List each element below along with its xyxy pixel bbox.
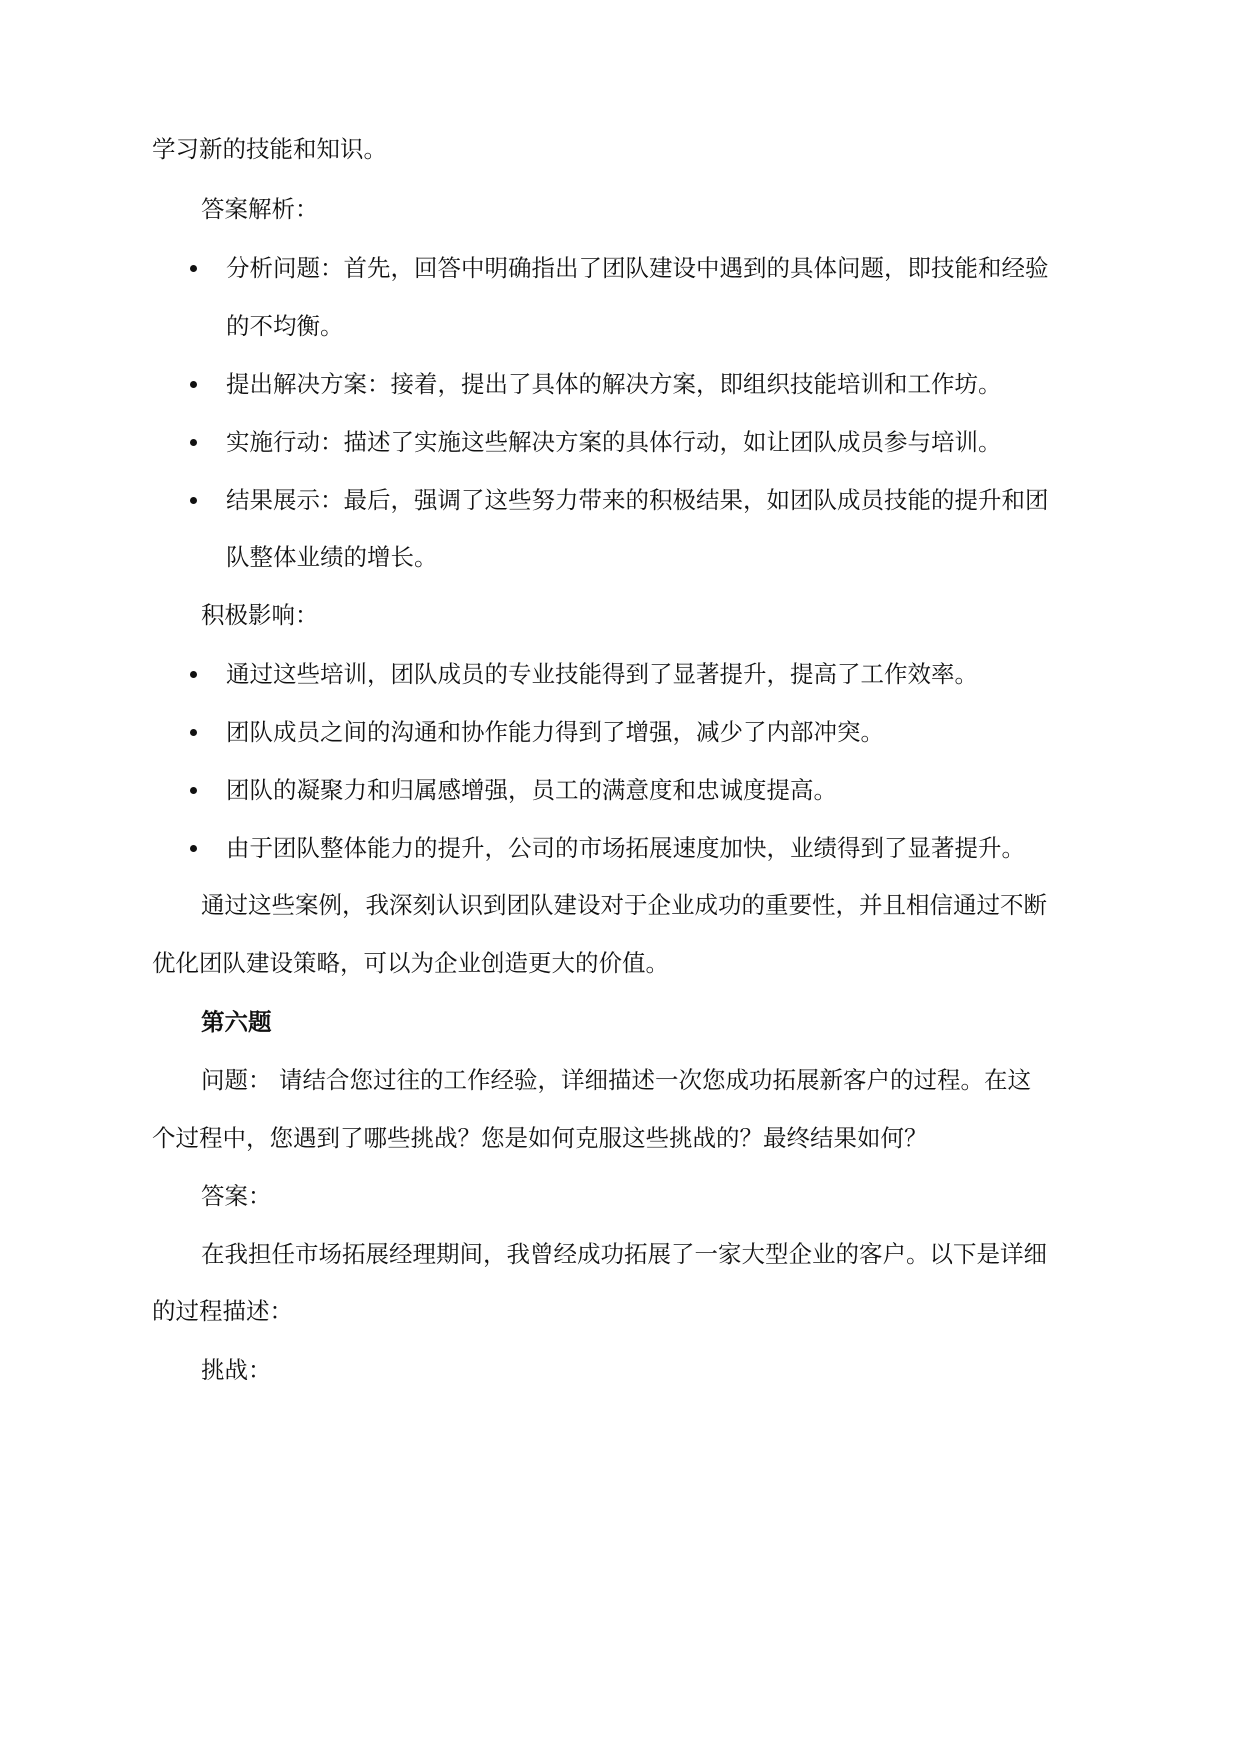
question-line-1: 问题： 请结合您过往的工作经验，详细描述一次您成功拓展新客户的过程。在这 bbox=[201, 1066, 1031, 1094]
bullet-icon bbox=[190, 265, 197, 272]
question-heading: 第六题 bbox=[201, 1008, 272, 1036]
bullet-icon bbox=[190, 381, 197, 388]
answer-line-1: 在我担任市场拓展经理期间，我曾经成功拓展了一家大型企业的客户。以下是详细 bbox=[201, 1240, 1047, 1268]
bullet-icon bbox=[190, 671, 197, 678]
positive-impact-label: 积极影响： bbox=[201, 601, 319, 629]
question-line-2: 个过程中，您遇到了哪些挑战？您是如何克服这些挑战的？最终结果如何？ bbox=[152, 1124, 928, 1152]
conclusion-line-1: 通过这些案例，我深刻认识到团队建设对于企业成功的重要性，并且相信通过不断 bbox=[201, 891, 1047, 919]
answer-analysis-label: 答案解析： bbox=[201, 195, 319, 223]
impact-item-2: 团队成员之间的沟通和协作能力得到了增强，减少了内部冲突。 bbox=[226, 718, 884, 746]
bullet-icon bbox=[190, 787, 197, 794]
answer-label: 答案： bbox=[201, 1182, 272, 1210]
conclusion-line-2: 优化团队建设策略，可以为企业创造更大的价值。 bbox=[152, 949, 669, 977]
analysis-item-2: 提出解决方案：接着，提出了具体的解决方案，即组织技能培训和工作坊。 bbox=[226, 370, 1002, 398]
impact-item-1: 通过这些培训，团队成员的专业技能得到了显著提升，提高了工作效率。 bbox=[226, 660, 978, 688]
challenge-label: 挑战： bbox=[201, 1356, 272, 1384]
bullet-icon bbox=[190, 729, 197, 736]
bullet-icon bbox=[190, 439, 197, 446]
analysis-item-1-line-1: 分析问题：首先，回答中明确指出了团队建设中遇到的具体问题，即技能和经验 bbox=[226, 254, 1049, 282]
analysis-item-3: 实施行动：描述了实施这些解决方案的具体行动，如让团队成员参与培训。 bbox=[226, 428, 1002, 456]
bullet-icon bbox=[190, 497, 197, 504]
analysis-item-1-line-2: 的不均衡。 bbox=[226, 312, 344, 340]
bullet-icon bbox=[190, 845, 197, 852]
answer-line-2: 的过程描述： bbox=[152, 1297, 293, 1325]
opening-line: 学习新的技能和知识。 bbox=[152, 135, 387, 163]
impact-item-3: 团队的凝聚力和归属感增强，员工的满意度和忠诚度提高。 bbox=[226, 776, 837, 804]
analysis-item-4-line-1: 结果展示：最后，强调了这些努力带来的积极结果，如团队成员技能的提升和团 bbox=[226, 486, 1049, 514]
impact-item-4: 由于团队整体能力的提升，公司的市场拓展速度加快，业绩得到了显著提升。 bbox=[226, 834, 1025, 862]
analysis-item-4-line-2: 队整体业绩的增长。 bbox=[226, 543, 438, 571]
